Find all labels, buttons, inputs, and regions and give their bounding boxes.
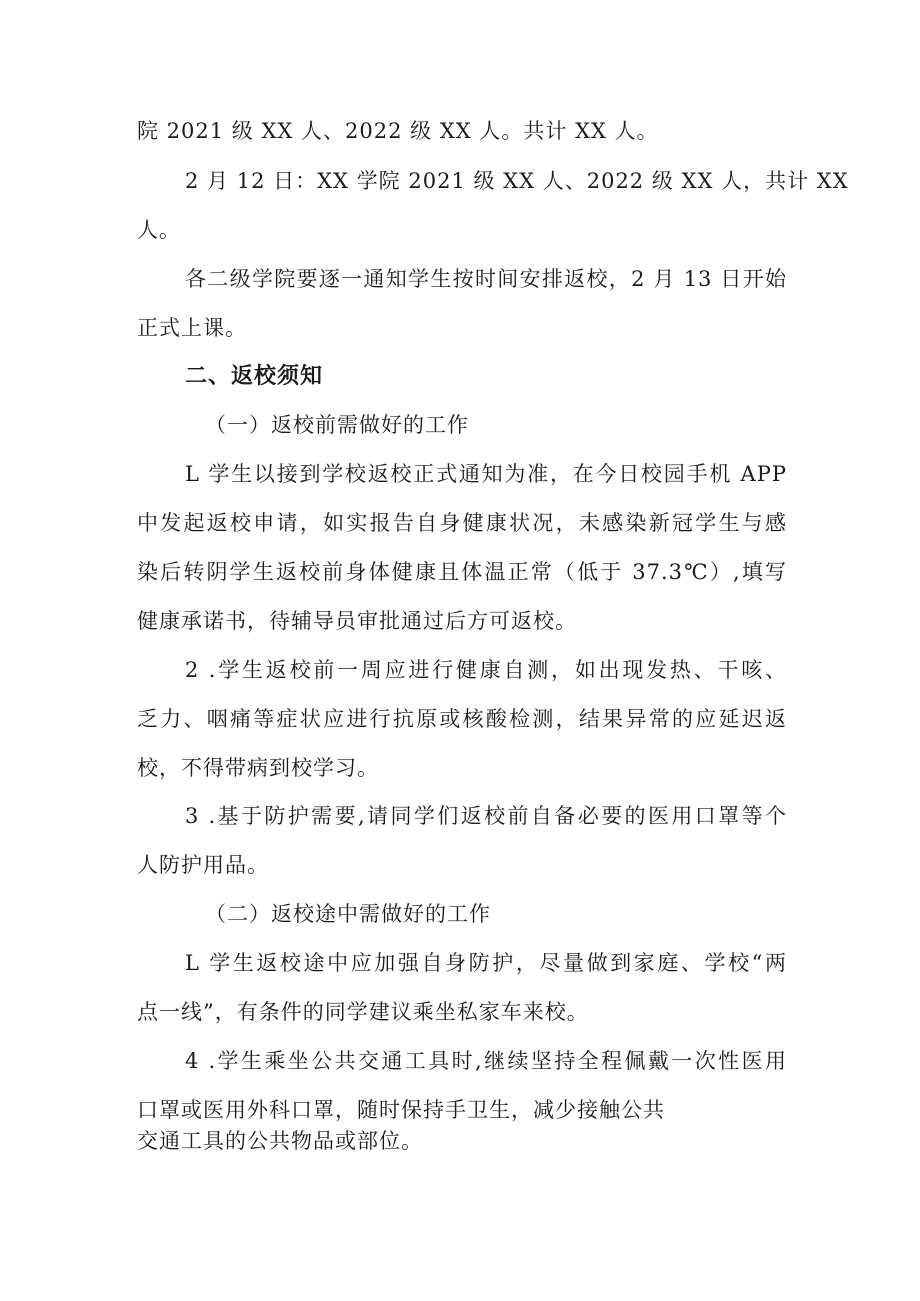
text-line: 院 2021 级 XX 人、2022 级 XX 人。共计 XX 人。 bbox=[137, 119, 659, 143]
text-line: 2 .学生返校前一周应进行健康自测，如出现发热、干咳、 bbox=[185, 658, 787, 682]
text-line: 乏力、咽痛等症状应进行抗原或核酸检测，结果异常的应延迟返 bbox=[137, 707, 787, 731]
text-line: 校，不得带病到校学习。 bbox=[137, 756, 379, 780]
text-line: 人防护用品。 bbox=[137, 853, 269, 877]
text-line: 点一线”，有条件的同学建议乘坐私家车来校。 bbox=[137, 1000, 589, 1024]
text-line: 健康承诺书，待辅导员审批通过后方可返校。 bbox=[137, 609, 577, 633]
text-line: L 学生以接到学校返校正式通知为准，在今日校园手机 APP bbox=[185, 462, 787, 486]
text-line: 中发起返校申请，如实报告自身健康状况，未感染新冠学生与感 bbox=[137, 511, 787, 535]
subsection-heading: （一）返校前需做好的工作 bbox=[205, 413, 469, 437]
subsection-heading: （二）返校途中需做好的工作 bbox=[205, 902, 491, 926]
text-line: 2 月 12 日：XX 学院 2021 级 XX 人、2022 级 XX 人，共计 XX bbox=[185, 169, 849, 193]
text-line: 3 .基于防护需要,请同学们返校前自备必要的医用口罩等个 bbox=[185, 804, 787, 828]
text-line: 交通工具的公共物品或部位。 bbox=[137, 1129, 423, 1153]
text-line: 各二级学院要逐一通知学生按时间安排返校，2 月 13 日开始 bbox=[185, 267, 787, 291]
section-heading: 二、返校须知 bbox=[185, 364, 324, 389]
text-line: 4 .学生乘坐公共交通工具时,继续坚持全程佩戴一次性医用 bbox=[185, 1049, 787, 1073]
text-line: 染后转阴学生返校前身体健康且体温正常（低于 37.3℃）,填写 bbox=[137, 560, 787, 584]
text-line: 正式上课。 bbox=[137, 316, 247, 340]
text-line: L 学生返校途中应加强自身防护，尽量做到家庭、学校“两 bbox=[185, 951, 787, 975]
text-line: 口罩或医用外科口罩，随时保持手卫生，减少接触公共 bbox=[137, 1098, 665, 1122]
text-line: 人。 bbox=[137, 218, 181, 242]
